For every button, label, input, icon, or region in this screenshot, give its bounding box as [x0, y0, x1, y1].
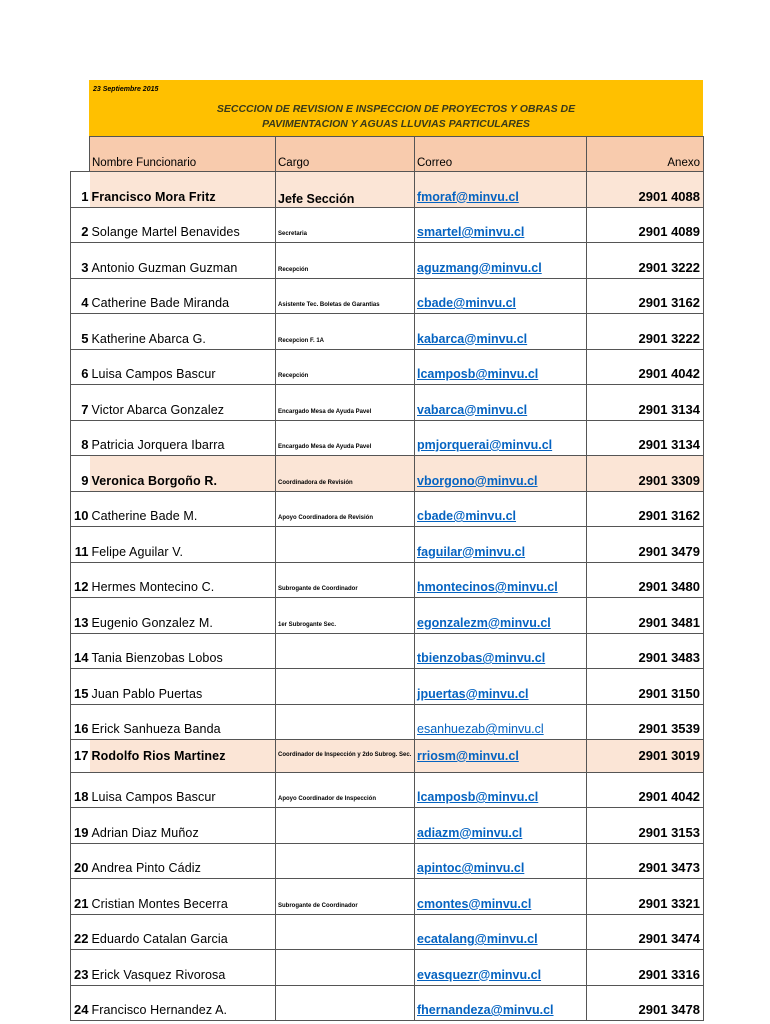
extension-number: 2901 3480	[587, 562, 704, 598]
staff-name: Patricia Jorquera Ibarra	[90, 420, 276, 456]
staff-role	[276, 950, 415, 986]
table-row	[71, 207, 704, 243]
document-title	[89, 102, 703, 132]
email-cell	[415, 491, 587, 527]
email-cell	[415, 843, 587, 879]
table-row	[71, 172, 704, 208]
title-line-1: SECCCION DE REVISION E INSPECCION DE PROYECTOS Y OBRAS DE	[216, 103, 576, 115]
row-number: 19	[71, 808, 90, 844]
staff-name: Erick Vasquez Rivorosa	[90, 950, 276, 986]
email-link[interactable]: fhernandeza@minvu.cl	[417, 1003, 554, 1017]
row-number: 13	[71, 598, 90, 634]
email-cell	[415, 456, 587, 492]
extension-number: 2901 3539	[587, 704, 704, 740]
staff-name: Victor Abarca Gonzalez	[90, 385, 276, 421]
extension-number: 2901 3478	[587, 985, 704, 1021]
extension-number: 2901 3481	[587, 598, 704, 634]
staff-name: Tania Bienzobas Lobos	[90, 633, 276, 669]
email-link[interactable]: apintoc@minvu.cl	[417, 861, 525, 875]
staff-name: Catherine Bade M.	[90, 491, 276, 527]
staff-name: Hermes Montecino C.	[90, 562, 276, 598]
staff-role	[276, 985, 415, 1021]
staff-name: Erick Sanhueza Banda	[90, 704, 276, 740]
table-row	[71, 879, 704, 915]
extension-number: 2901 3321	[587, 879, 704, 915]
email-cell	[415, 985, 587, 1021]
row-number: 17	[71, 740, 90, 773]
table-row	[71, 527, 704, 563]
staff-role	[276, 808, 415, 844]
staff-role	[276, 843, 415, 879]
staff-name: Luisa Campos Bascur	[90, 772, 276, 808]
email-link[interactable]: vborgono@minvu.cl	[417, 473, 538, 488]
email-cell	[415, 808, 587, 844]
title-line-2: PAVIMENTACION Y AGUAS LLUVIAS PARTICULARES	[262, 118, 530, 130]
staff-name: Adrian Diaz Muñoz	[90, 808, 276, 844]
row-number: 14	[71, 633, 90, 669]
email-link[interactable]: adiazm@minvu.cl	[417, 825, 523, 840]
table-row	[71, 278, 704, 314]
row-number: 6	[71, 349, 90, 385]
email-link[interactable]: lcamposb@minvu.cl	[417, 367, 539, 381]
email-cell	[415, 562, 587, 598]
row-number: 4	[71, 278, 90, 314]
row-number: 15	[71, 669, 90, 705]
email-link[interactable]: tbienzobas@minvu.cl	[417, 651, 546, 665]
extension-number: 2901 3483	[587, 633, 704, 669]
extension-number: 2901 3316	[587, 950, 704, 986]
staff-role: Apoyo Coordinadora de Revisión	[276, 491, 415, 527]
extension-number: 2901 3474	[587, 914, 704, 950]
table-row	[71, 669, 704, 705]
email-cell	[415, 527, 587, 563]
staff-role	[276, 633, 415, 669]
column-header-correo: Correo	[415, 137, 587, 172]
row-number: 22	[71, 914, 90, 950]
extension-number: 2901 3479	[587, 527, 704, 563]
extension-number: 2901 3150	[587, 669, 704, 705]
email-cell	[415, 914, 587, 950]
email-link[interactable]: cmontes@minvu.cl	[417, 896, 532, 911]
extension-number: 2901 3134	[587, 385, 704, 421]
staff-role: Coordinadora de Revisión	[276, 456, 415, 492]
email-cell	[415, 314, 587, 350]
row-number: 21	[71, 879, 90, 915]
column-header-name: Nombre Funcionario	[90, 137, 276, 172]
email-cell	[415, 385, 587, 421]
row-number: 20	[71, 843, 90, 879]
row-number: 2	[71, 207, 90, 243]
email-link[interactable]: smartel@minvu.cl	[417, 225, 525, 239]
staff-role: 1er Subrogante Sec.	[276, 598, 415, 634]
table-row	[71, 243, 704, 279]
table-row	[71, 349, 704, 385]
staff-role: Coordinador de Inspección y 2do Subrog. Sec.	[276, 740, 415, 773]
staff-name: Francisco Hernandez A.	[90, 985, 276, 1021]
staff-name: Veronica Borgoño R.	[90, 456, 276, 492]
email-cell	[415, 349, 587, 385]
column-header-cargo: Cargo	[276, 137, 415, 172]
staff-role: Recepción	[276, 243, 415, 279]
email-link[interactable]: faguilar@minvu.cl	[417, 544, 526, 559]
staff-name: Catherine Bade Miranda	[90, 278, 276, 314]
extension-number: 2901 3309	[587, 456, 704, 492]
table-row	[71, 491, 704, 527]
staff-role: Encargado Mesa de Ayuda Pavel	[276, 420, 415, 456]
extension-number: 2901 3473	[587, 843, 704, 879]
extension-number: 2901 3222	[587, 314, 704, 350]
staff-name: Antonio Guzman Guzman	[90, 243, 276, 279]
email-link[interactable]: vabarca@minvu.cl	[417, 402, 528, 417]
email-cell	[415, 950, 587, 986]
table-row	[71, 598, 704, 634]
row-number: 23	[71, 950, 90, 986]
table-row	[71, 562, 704, 598]
staff-table	[70, 136, 704, 1021]
extension-number: 2901 3019	[587, 740, 704, 773]
email-cell	[415, 420, 587, 456]
email-link[interactable]: kabarca@minvu.cl	[417, 331, 528, 346]
staff-role: Subrogante de Coordinador	[276, 562, 415, 598]
staff-role: Secretaria	[276, 207, 415, 243]
row-number: 8	[71, 420, 90, 456]
table-row	[71, 843, 704, 879]
extension-number: 2901 4042	[587, 772, 704, 808]
email-link[interactable]: cbade@minvu.cl	[417, 296, 517, 310]
table-row	[71, 314, 704, 350]
email-cell	[415, 879, 587, 915]
staff-name: Solange Martel Benavides	[90, 207, 276, 243]
email-link[interactable]: fmoraf@minvu.cl	[417, 189, 519, 204]
table-row	[71, 456, 704, 492]
table-row	[71, 772, 704, 808]
staff-role	[276, 527, 415, 563]
extension-number: 2901 4088	[587, 172, 704, 208]
table-row	[71, 740, 704, 773]
row-number: 12	[71, 562, 90, 598]
staff-name: Eduardo Catalan Garcia	[90, 914, 276, 950]
email-cell	[415, 207, 587, 243]
staff-name: Felipe Aguilar V.	[90, 527, 276, 563]
staff-name: Francisco Mora Fritz	[90, 172, 276, 208]
row-number: 16	[71, 704, 90, 740]
email-cell	[415, 704, 587, 740]
table-header-row	[71, 137, 704, 172]
email-link[interactable]: lcamposb@minvu.cl	[417, 790, 539, 804]
staff-role: Apoyo Coordinador de Inspección	[276, 772, 415, 808]
table-row	[71, 914, 704, 950]
email-cell	[415, 598, 587, 634]
staff-name: Andrea Pinto Cádiz	[90, 843, 276, 879]
staff-role: Subrogante de Coordinador	[276, 879, 415, 915]
email-cell	[415, 172, 587, 208]
staff-role	[276, 914, 415, 950]
email-cell	[415, 772, 587, 808]
email-link[interactable]: cbade@minvu.cl	[417, 509, 517, 523]
table-row	[71, 985, 704, 1021]
extension-number: 2901 3134	[587, 420, 704, 456]
row-number: 3	[71, 243, 90, 279]
staff-name: Eugenio Gonzalez M.	[90, 598, 276, 634]
email-link[interactable]: jpuertas@minvu.cl	[417, 686, 529, 701]
table-row	[71, 633, 704, 669]
staff-role: Recepcion F. 1A	[276, 314, 415, 350]
email-cell	[415, 243, 587, 279]
staff-role: Recepción	[276, 349, 415, 385]
row-number: 9	[71, 456, 90, 492]
extension-number: 2901 4042	[587, 349, 704, 385]
staff-name: Luisa Campos Bascur	[90, 349, 276, 385]
email-cell	[415, 669, 587, 705]
email-cell	[415, 278, 587, 314]
extension-number: 2901 3162	[587, 278, 704, 314]
header-blank-cell	[71, 137, 90, 172]
staff-role: Asistente Tec. Boletas de Garantias	[276, 278, 415, 314]
staff-name: Cristian Montes Becerra	[90, 879, 276, 915]
row-number: 7	[71, 385, 90, 421]
staff-name: Katherine Abarca G.	[90, 314, 276, 350]
staff-role: Jefe Sección	[276, 172, 415, 208]
staff-name: Juan Pablo Puertas	[90, 669, 276, 705]
row-number: 24	[71, 985, 90, 1021]
email-link[interactable]: egonzalezm@minvu.cl	[417, 615, 551, 630]
email-link[interactable]: hmontecinos@minvu.cl	[417, 580, 558, 594]
document-date: 23 Septiembre 2015	[93, 86, 159, 93]
title-banner	[89, 80, 703, 136]
row-number: 18	[71, 772, 90, 808]
row-number: 11	[71, 527, 90, 563]
staff-name: Rodolfo Rios Martinez	[90, 740, 276, 773]
extension-number: 2901 3222	[587, 243, 704, 279]
table-row	[71, 385, 704, 421]
staff-role	[276, 669, 415, 705]
table-row	[71, 950, 704, 986]
email-link[interactable]: rriosm@minvu.cl	[417, 748, 519, 763]
email-link[interactable]: esanhuezab@minvu.cl	[417, 722, 544, 736]
table-row	[71, 808, 704, 844]
row-number: 1	[71, 172, 90, 208]
email-link[interactable]: ecatalang@minvu.cl	[417, 932, 538, 946]
email-link[interactable]: evasquezr@minvu.cl	[417, 967, 542, 982]
email-cell	[415, 740, 587, 773]
email-link[interactable]: aguzmang@minvu.cl	[417, 260, 542, 275]
column-header-anexo: Anexo	[587, 137, 704, 172]
table-row	[71, 420, 704, 456]
extension-number: 2901 4089	[587, 207, 704, 243]
email-link[interactable]: pmjorquerai@minvu.cl	[417, 438, 553, 452]
staff-role: Encargado Mesa de Ayuda Pavel	[276, 385, 415, 421]
row-number: 5	[71, 314, 90, 350]
table-row	[71, 704, 704, 740]
row-number: 10	[71, 491, 90, 527]
staff-role	[276, 704, 415, 740]
directory-sheet	[70, 80, 703, 1021]
email-cell	[415, 633, 587, 669]
extension-number: 2901 3153	[587, 808, 704, 844]
extension-number: 2901 3162	[587, 491, 704, 527]
